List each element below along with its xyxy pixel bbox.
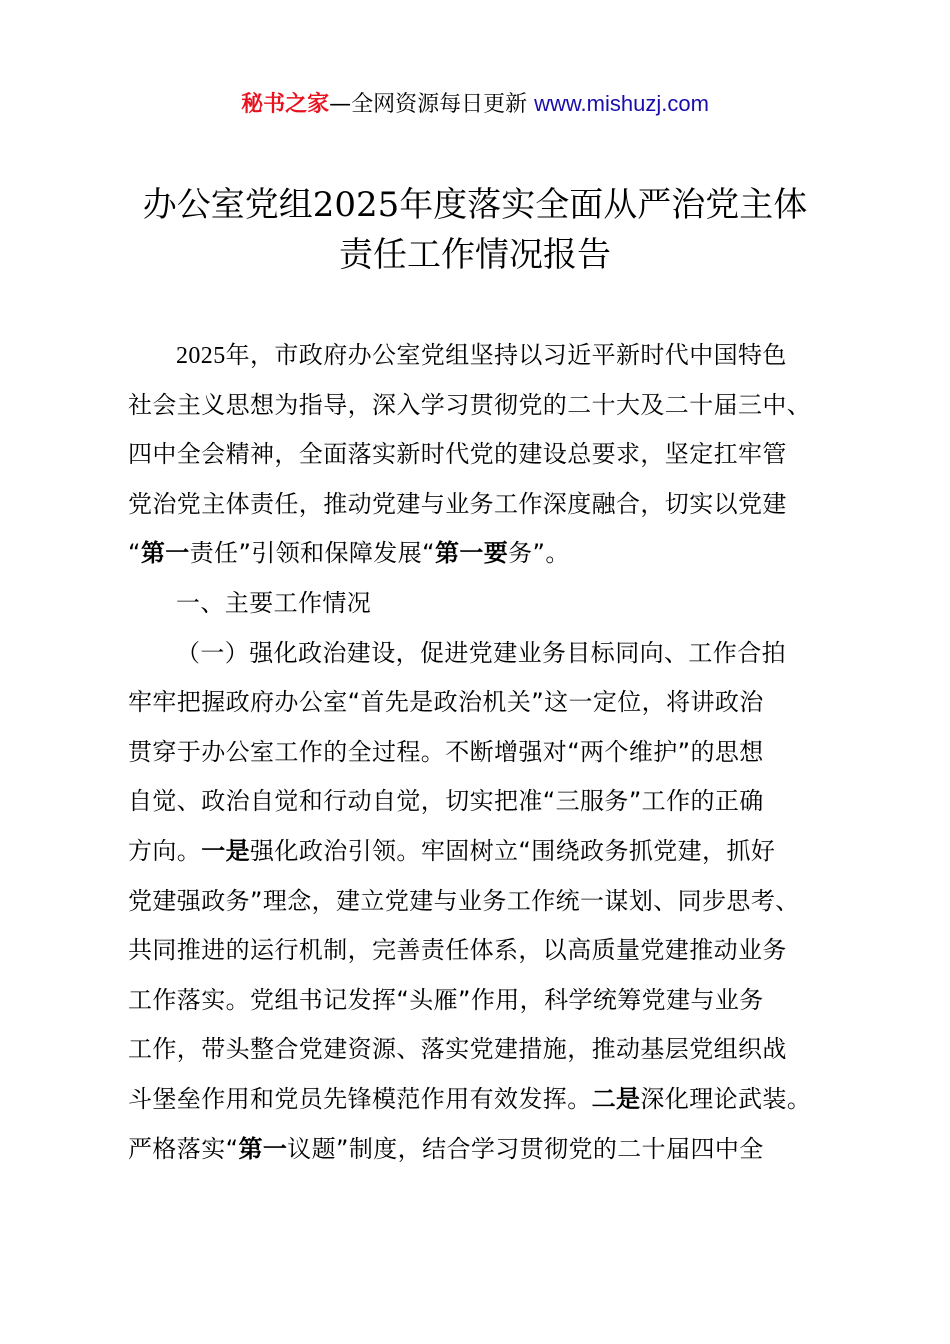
paragraph-text: 严格落实“ bbox=[128, 1134, 239, 1163]
paragraph-text: “ bbox=[128, 539, 141, 568]
paragraph-line: 工作，带头整合党建资源、落实党建措施，推动基层党组织战 bbox=[128, 1035, 787, 1064]
title-line-1: 办公室党组2025年度落实全面从严治党主体 bbox=[142, 185, 808, 225]
paragraph-line: 牢牢把握政府办公室“首先是政治机关”这一定位，将讲政治 bbox=[128, 688, 764, 717]
paragraph-line: 自觉、政治自觉和行动自觉，切实把准“三服务”工作的正确 bbox=[128, 787, 764, 816]
paragraph-line bbox=[128, 1075, 832, 1125]
banner-brand: 秘书之家 bbox=[241, 92, 330, 117]
bold-text: 第一 bbox=[140, 539, 190, 568]
paragraph-line bbox=[128, 827, 832, 877]
title-line-2: 责任工作情况报告 bbox=[339, 235, 611, 275]
paragraph-text: 责任”引领和保障发展“ bbox=[189, 539, 435, 568]
paragraph-text: 议题”制度，结合学习贯彻党的二十届四中全 bbox=[287, 1134, 764, 1163]
paragraph-line: 党建强政务”理念，建立党建与业务工作统一谋划、同步思考、 bbox=[128, 886, 800, 915]
paragraph-text: 强化政治引领。牢固树立“围绕政务抓党建，抓好 bbox=[250, 836, 776, 865]
paragraph-line bbox=[128, 1125, 832, 1175]
bold-text: 一是 bbox=[201, 836, 251, 865]
paragraph-line bbox=[128, 331, 832, 381]
subsection-heading: （一）强化政治建设，促进党建业务目标同向、工作合拍 bbox=[176, 638, 786, 667]
banner-url-link[interactable]: www.mishuzj.com bbox=[534, 91, 709, 116]
paragraph-line bbox=[128, 529, 832, 579]
paragraph-text: 深化理论武装。 bbox=[640, 1084, 812, 1113]
paragraph-line: 贯穿于办公室工作的全过程。不断增强对“两个维护”的思想 bbox=[128, 737, 764, 766]
site-banner bbox=[0, 88, 950, 121]
paragraph-line: 社会主义思想为指导，深入学习贯彻党的二十大及二十届三中、 bbox=[128, 390, 812, 419]
paragraph-text: 斗堡垒作用和党员先锋模范作用有效发挥。 bbox=[128, 1084, 592, 1113]
bold-text: 第一 bbox=[238, 1134, 288, 1163]
paragraph-line: 共同推进的运行机制，完善责任体系，以高质量党建推动业务 bbox=[128, 936, 787, 965]
paragraph-text: 年，市政府办公室党组坚持以习近平新时代中国特色 bbox=[225, 341, 787, 369]
paragraph-line: 工作落实。党组书记发挥“头雁”作用，科学统筹党建与业务 bbox=[128, 985, 764, 1014]
paragraph-text: 方向。 bbox=[128, 836, 202, 865]
paragraph-text: 务”。 bbox=[508, 539, 570, 568]
bold-text: 第一要 bbox=[434, 539, 509, 568]
paragraph-line: 四中全会精神，全面落实新时代党的建设总要求，坚定扛牢管 bbox=[128, 440, 787, 469]
document-title bbox=[100, 180, 850, 280]
year-number: 2025 bbox=[176, 343, 226, 369]
bold-text: 二是 bbox=[591, 1084, 641, 1113]
section-heading: 一、主要工作情况 bbox=[176, 588, 372, 617]
document-body bbox=[128, 331, 832, 1174]
banner-tagline: —全网资源每日更新 bbox=[329, 92, 535, 117]
paragraph-line: 党治党主体责任，推动党建与业务工作深度融合，切实以党建 bbox=[128, 489, 787, 518]
